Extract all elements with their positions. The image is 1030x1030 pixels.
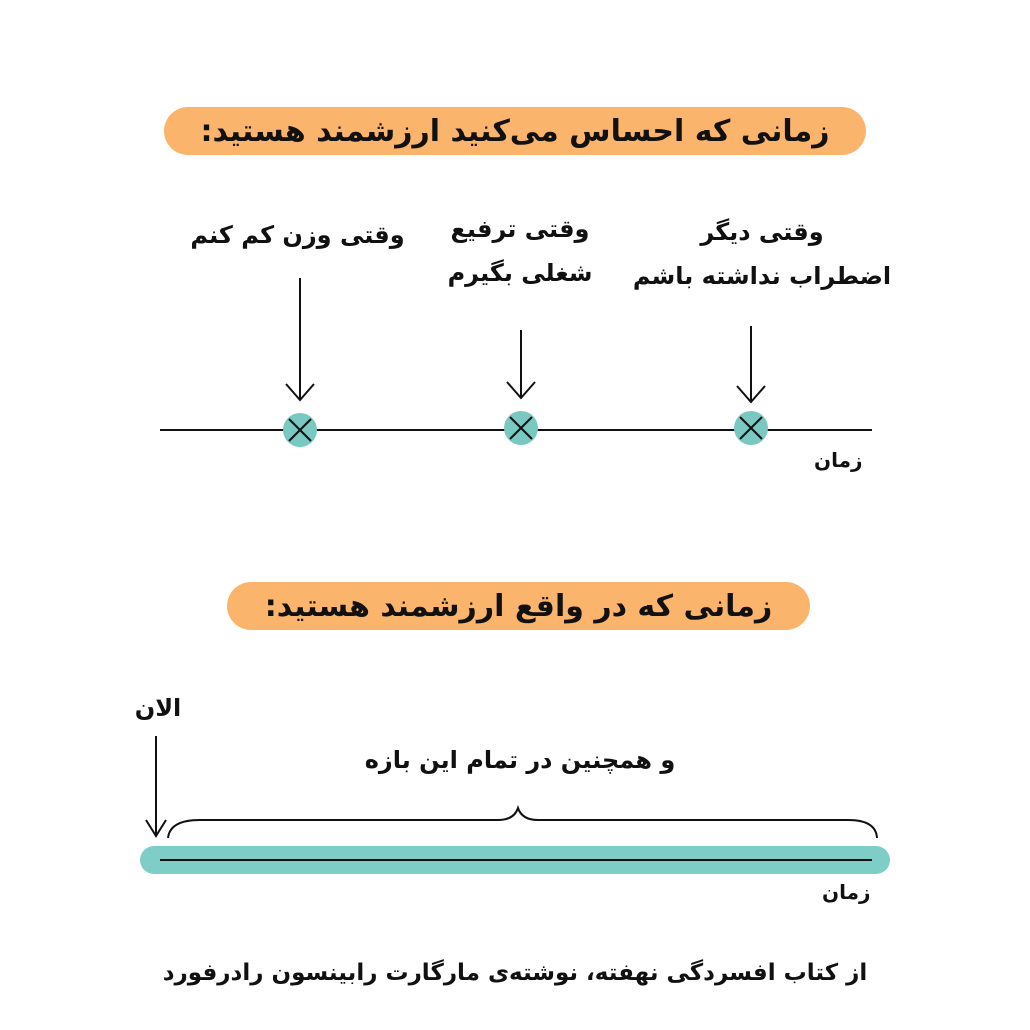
timeline-marker-weight bbox=[283, 278, 317, 447]
heading-felt-worth bbox=[164, 107, 866, 155]
span-label: و همچنین در تمام این بازه bbox=[364, 746, 676, 774]
now-arrow bbox=[146, 736, 166, 836]
axis-label-felt: زمان bbox=[814, 448, 863, 472]
heading-actual-worth-text: زمانی که در واقع ارزشمند هستید: bbox=[264, 588, 773, 624]
source-caption: از کتاب افسردگی نهفته، نوشته‌ی مارگارت رابینسون رادرفورد bbox=[162, 960, 868, 986]
timeline-marker-anxiety bbox=[734, 326, 768, 445]
axis-label-actual: زمان bbox=[822, 880, 871, 904]
timeline-marker-promotion bbox=[504, 330, 538, 445]
heading-actual-worth bbox=[227, 582, 810, 630]
marker-label-weight bbox=[190, 223, 405, 247]
marker-label-anxiety bbox=[632, 220, 892, 288]
heading-felt-worth-text: زمانی که احساس می‌کنید ارزشمند هستید: bbox=[200, 113, 830, 149]
marker-label-weight-line1: وقتی وزن کم کنم bbox=[190, 221, 405, 249]
marker-label-anxiety-line1: وقتی دیگر bbox=[700, 218, 824, 246]
now-label: الان bbox=[134, 694, 182, 722]
marker-label-anxiety-line2: اضطراب نداشته باشم bbox=[632, 262, 892, 290]
marker-label-promotion-line1: وقتی ترفیع bbox=[450, 215, 590, 243]
span-brace bbox=[168, 808, 877, 838]
marker-label-promotion-line2: شغلی بگیرم bbox=[447, 259, 593, 287]
marker-label-promotion bbox=[430, 217, 610, 285]
